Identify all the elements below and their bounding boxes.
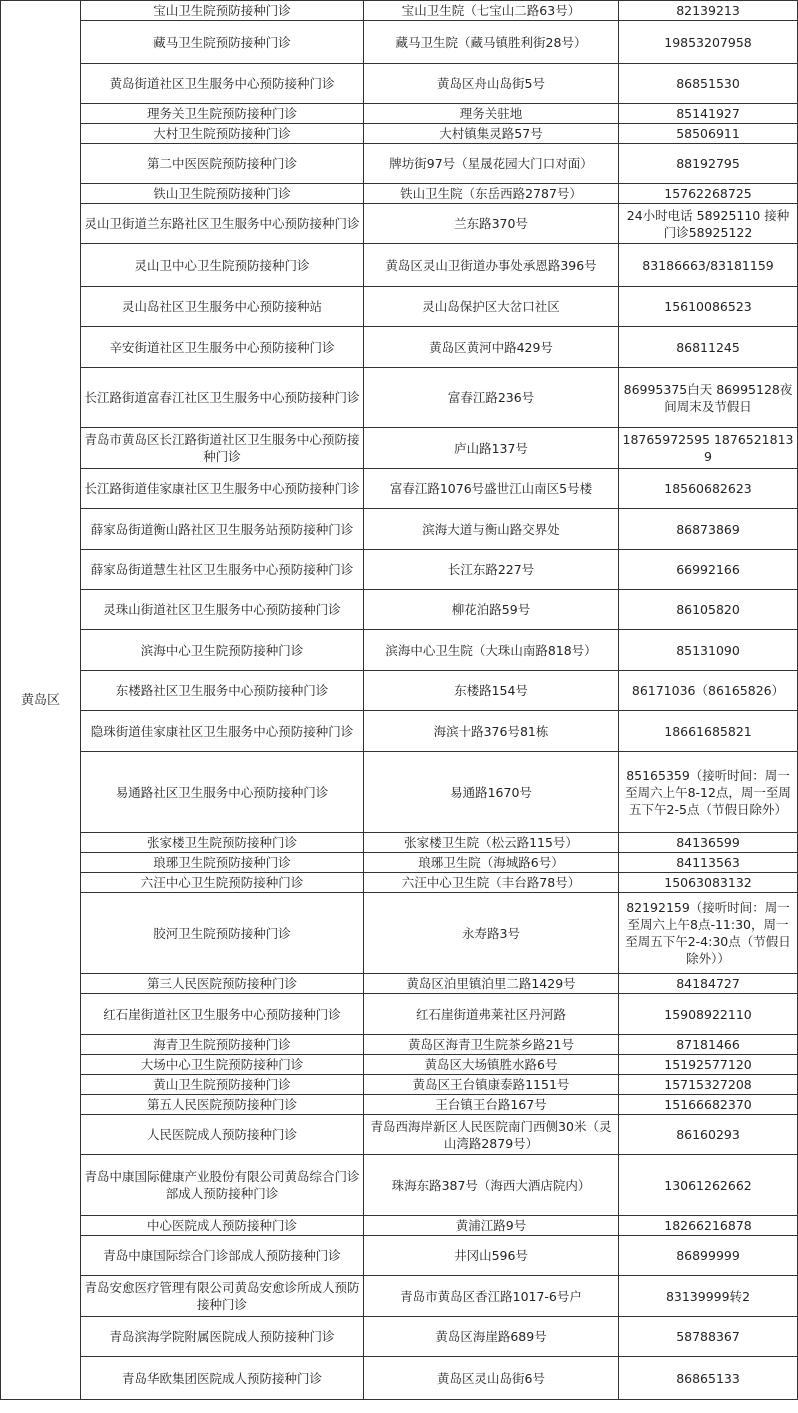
clinic-address-cell: 滨海大道与衡山路交界处 [364,509,619,550]
table-row [1,671,798,711]
table-row [1,184,798,204]
clinic-address-cell: 黄浦江路9号 [364,1216,619,1236]
clinic-name-cell: 黄岛街道社区卫生服务中心预防接种门诊 [81,64,364,104]
table-row [1,21,798,64]
table-row [1,1317,798,1357]
table-row [1,833,798,853]
clinic-name-cell: 易通路社区卫生服务中心预防接种门诊 [81,752,364,833]
clinic-name-cell: 中心医院成人预防接种门诊 [81,1216,364,1236]
table-row [1,711,798,752]
clinic-name-cell: 第三人民医院预防接种门诊 [81,974,364,994]
clinic-address-cell: 大村镇集灵路57号 [364,124,619,144]
clinic-table-body [1,1,798,1400]
clinic-name-cell: 长江路街道富春江社区卫生服务中心预防接种门诊 [81,368,364,428]
clinic-address-cell: 黄岛区大场镇胜水路6号 [364,1055,619,1075]
clinic-phone-cell: 15715327208 [619,1075,798,1095]
clinic-address-cell: 琅琊卫生院（海城路6号） [364,853,619,873]
clinic-name-cell: 宝山卫生院预防接种门诊 [81,1,364,21]
clinic-address-cell: 黄岛区海青卫生院茶乡路21号 [364,1035,619,1055]
clinic-phone-cell: 15908922110 [619,994,798,1035]
table-row [1,244,798,287]
clinic-phone-cell: 85165359（接听时间：周一至周六上午8-12点，周一至周五下午2-5点（节假日除外） [619,752,798,833]
clinic-name-cell: 六汪中心卫生院预防接种门诊 [81,873,364,893]
clinic-name-cell: 海青卫生院预防接种门诊 [81,1035,364,1055]
table-row [1,144,798,184]
clinic-address-cell: 永寿路3号 [364,893,619,974]
clinic-address-cell: 长江东路227号 [364,550,619,590]
clinic-name-cell: 青岛华欧集团医院成人预防接种门诊 [81,1357,364,1400]
clinic-name-cell: 理务关卫生院预防接种门诊 [81,104,364,124]
table-row [1,752,798,833]
clinic-name-cell: 红石崖街道社区卫生服务中心预防接种门诊 [81,994,364,1035]
clinic-address-cell: 张家楼卫生院（松云路115号） [364,833,619,853]
clinic-address-cell: 黄岛区灵山卫街道办事处承恩路396号 [364,244,619,287]
clinic-name-cell: 铁山卫生院预防接种门诊 [81,184,364,204]
clinic-phone-cell: 86171036（86165826） [619,671,798,711]
clinic-phone-cell: 15166682370 [619,1095,798,1115]
clinic-address-cell: 宝山卫生院（七宝山二路63号） [364,1,619,21]
clinic-name-cell: 滨海中心卫生院预防接种门诊 [81,630,364,671]
clinic-name-cell: 藏马卫生院预防接种门诊 [81,21,364,64]
clinic-phone-cell: 15762268725 [619,184,798,204]
clinic-phone-cell: 15192577120 [619,1055,798,1075]
clinic-name-cell: 青岛市黄岛区长江路街道社区卫生服务中心预防接种门诊 [81,428,364,469]
clinic-name-cell: 薛家岛街道衡山路社区卫生服务站预防接种门诊 [81,509,364,550]
clinic-address-cell: 灵山岛保护区大岔口社区 [364,287,619,327]
clinic-phone-cell: 83186663/83181159 [619,244,798,287]
clinic-phone-cell: 86105820 [619,590,798,630]
table-row [1,509,798,550]
district-cell: 黄岛区 [1,1,81,1400]
clinic-phone-cell: 85131090 [619,630,798,671]
clinic-address-cell: 黄岛区舟山岛街5号 [364,64,619,104]
table-row [1,104,798,124]
clinic-phone-cell: 86851530 [619,64,798,104]
clinic-phone-cell: 86865133 [619,1357,798,1400]
clinic-address-cell: 黄岛区黄河中路429号 [364,327,619,368]
clinic-name-cell: 青岛滨海学院附属医院成人预防接种门诊 [81,1317,364,1357]
table-row [1,327,798,368]
clinic-address-cell: 牌坊街97号（星晟花园大门口对面） [364,144,619,184]
clinic-name-cell: 琅琊卫生院预防接种门诊 [81,853,364,873]
table-row [1,368,798,428]
table-row [1,873,798,893]
clinic-name-cell: 辛安街道社区卫生服务中心预防接种门诊 [81,327,364,368]
table-row [1,550,798,590]
clinic-phone-cell: 87181466 [619,1035,798,1055]
table-row [1,1276,798,1317]
clinic-phone-cell: 86899999 [619,1236,798,1276]
clinic-phone-cell: 86160293 [619,1115,798,1155]
clinic-phone-cell: 15063083132 [619,873,798,893]
clinic-address-cell: 柳花泊路59号 [364,590,619,630]
clinic-address-cell: 东楼路154号 [364,671,619,711]
clinic-phone-cell: 18266216878 [619,1216,798,1236]
clinic-phone-cell: 15610086523 [619,287,798,327]
clinic-address-cell: 青岛市黄岛区香江路1017-6号户 [364,1276,619,1317]
clinic-address-cell: 黄岛区海崖路689号 [364,1317,619,1357]
clinic-address-cell: 兰东路370号 [364,204,619,244]
table-row [1,428,798,469]
clinic-name-cell: 长江路街道佳家康社区卫生服务中心预防接种门诊 [81,469,364,509]
table-row [1,853,798,873]
table-row [1,1,798,21]
clinic-address-cell: 井冈山596号 [364,1236,619,1276]
table-row [1,1115,798,1155]
table-row [1,64,798,104]
table-row [1,893,798,974]
clinic-address-cell: 黄岛区王台镇康泰路1151号 [364,1075,619,1095]
clinic-address-cell: 易通路1670号 [364,752,619,833]
clinic-address-cell: 王台镇王台路167号 [364,1095,619,1115]
clinic-phone-cell: 86811245 [619,327,798,368]
clinic-phone-cell: 19853207958 [619,21,798,64]
clinic-name-cell: 青岛安愈医疗管理有限公司黄岛安愈诊所成人预防接种门诊 [81,1276,364,1317]
clinic-phone-cell: 88192795 [619,144,798,184]
clinic-name-cell: 青岛中康国际健康产业股份有限公司黄岛综合门诊部成人预防接种门诊 [81,1155,364,1216]
clinic-phone-cell: 84136599 [619,833,798,853]
table-row [1,590,798,630]
clinic-name-cell: 大场中心卫生院预防接种门诊 [81,1055,364,1075]
clinic-name-cell: 人民医院成人预防接种门诊 [81,1115,364,1155]
clinic-phone-cell: 18661685821 [619,711,798,752]
clinic-name-cell: 黄山卫生院预防接种门诊 [81,1075,364,1095]
table-row [1,1075,798,1095]
clinic-name-cell: 张家楼卫生院预防接种门诊 [81,833,364,853]
clinic-phone-cell: 83139999转2 [619,1276,798,1317]
clinic-phone-cell: 18765972595 18765218139 [619,428,798,469]
table-row [1,1357,798,1400]
clinic-address-cell: 黄岛区灵山岛街6号 [364,1357,619,1400]
clinic-name-cell: 第五人民医院预防接种门诊 [81,1095,364,1115]
clinic-address-cell: 富春江路1076号盛世江山南区5号楼 [364,469,619,509]
table-row [1,1095,798,1115]
clinic-name-cell: 薛家岛街道慧生社区卫生服务中心预防接种门诊 [81,550,364,590]
clinic-address-cell: 铁山卫生院（东岳西路2787号） [364,184,619,204]
clinic-address-cell: 六汪中心卫生院（丰台路78号） [364,873,619,893]
clinic-name-cell: 灵珠山街道社区卫生服务中心预防接种门诊 [81,590,364,630]
clinic-address-cell: 富春江路236号 [364,368,619,428]
clinic-phone-cell: 82192159（接听时间：周一至周六上午8点-11:30，周一至周五下午2-4:30点（节假日除外）） [619,893,798,974]
clinic-address-cell: 藏马卫生院（藏马镇胜利街28号） [364,21,619,64]
clinic-name-cell: 灵山卫中心卫生院预防接种门诊 [81,244,364,287]
table-row [1,994,798,1035]
clinic-phone-cell: 85141927 [619,104,798,124]
clinic-name-cell: 大村卫生院预防接种门诊 [81,124,364,144]
clinic-phone-cell: 13061262662 [619,1155,798,1216]
clinic-address-cell: 滨海中心卫生院（大珠山南路818号） [364,630,619,671]
clinic-address-cell: 庐山路137号 [364,428,619,469]
clinic-phone-cell: 84113563 [619,853,798,873]
clinic-phone-cell: 86873869 [619,509,798,550]
table-row [1,630,798,671]
clinic-phone-cell: 24小时电话 58925110 接种门诊58925122 [619,204,798,244]
clinic-address-cell: 珠海东路387号（海西大酒店院内） [364,1155,619,1216]
table-row [1,1216,798,1236]
clinic-phone-cell: 84184727 [619,974,798,994]
clinic-name-cell: 隐珠街道佳家康社区卫生服务中心预防接种门诊 [81,711,364,752]
clinic-address-cell: 红石崖街道弗莱社区丹河路 [364,994,619,1035]
table-row [1,1155,798,1216]
clinic-address-cell: 黄岛区泊里镇泊里二路1429号 [364,974,619,994]
table-row [1,1236,798,1276]
clinic-phone-cell: 66992166 [619,550,798,590]
clinic-name-cell: 灵山岛社区卫生服务中心预防接种站 [81,287,364,327]
clinic-phone-cell: 58788367 [619,1317,798,1357]
table-row [1,204,798,244]
table-row [1,469,798,509]
table-row [1,287,798,327]
clinic-name-cell: 青岛中康国际综合门诊部成人预防接种门诊 [81,1236,364,1276]
table-row [1,974,798,994]
clinic-name-cell: 胶河卫生院预防接种门诊 [81,893,364,974]
clinic-name-cell: 东楼路社区卫生服务中心预防接种门诊 [81,671,364,711]
clinic-name-cell: 第二中医医院预防接种门诊 [81,144,364,184]
clinic-address-cell: 青岛西海岸新区人民医院南门西侧30米（灵山湾路2879号） [364,1115,619,1155]
clinic-phone-cell: 82139213 [619,1,798,21]
table-row [1,124,798,144]
clinic-phone-cell: 18560682623 [619,469,798,509]
clinic-address-cell: 海滨十路376号81栋 [364,711,619,752]
table-row [1,1055,798,1075]
clinic-address-cell: 理务关驻地 [364,104,619,124]
clinic-phone-cell: 86995375白天 86995128夜间周末及节假日 [619,368,798,428]
table-row [1,1035,798,1055]
clinic-phone-cell: 58506911 [619,124,798,144]
clinic-name-cell: 灵山卫街道兰东路社区卫生服务中心预防接种门诊 [81,204,364,244]
